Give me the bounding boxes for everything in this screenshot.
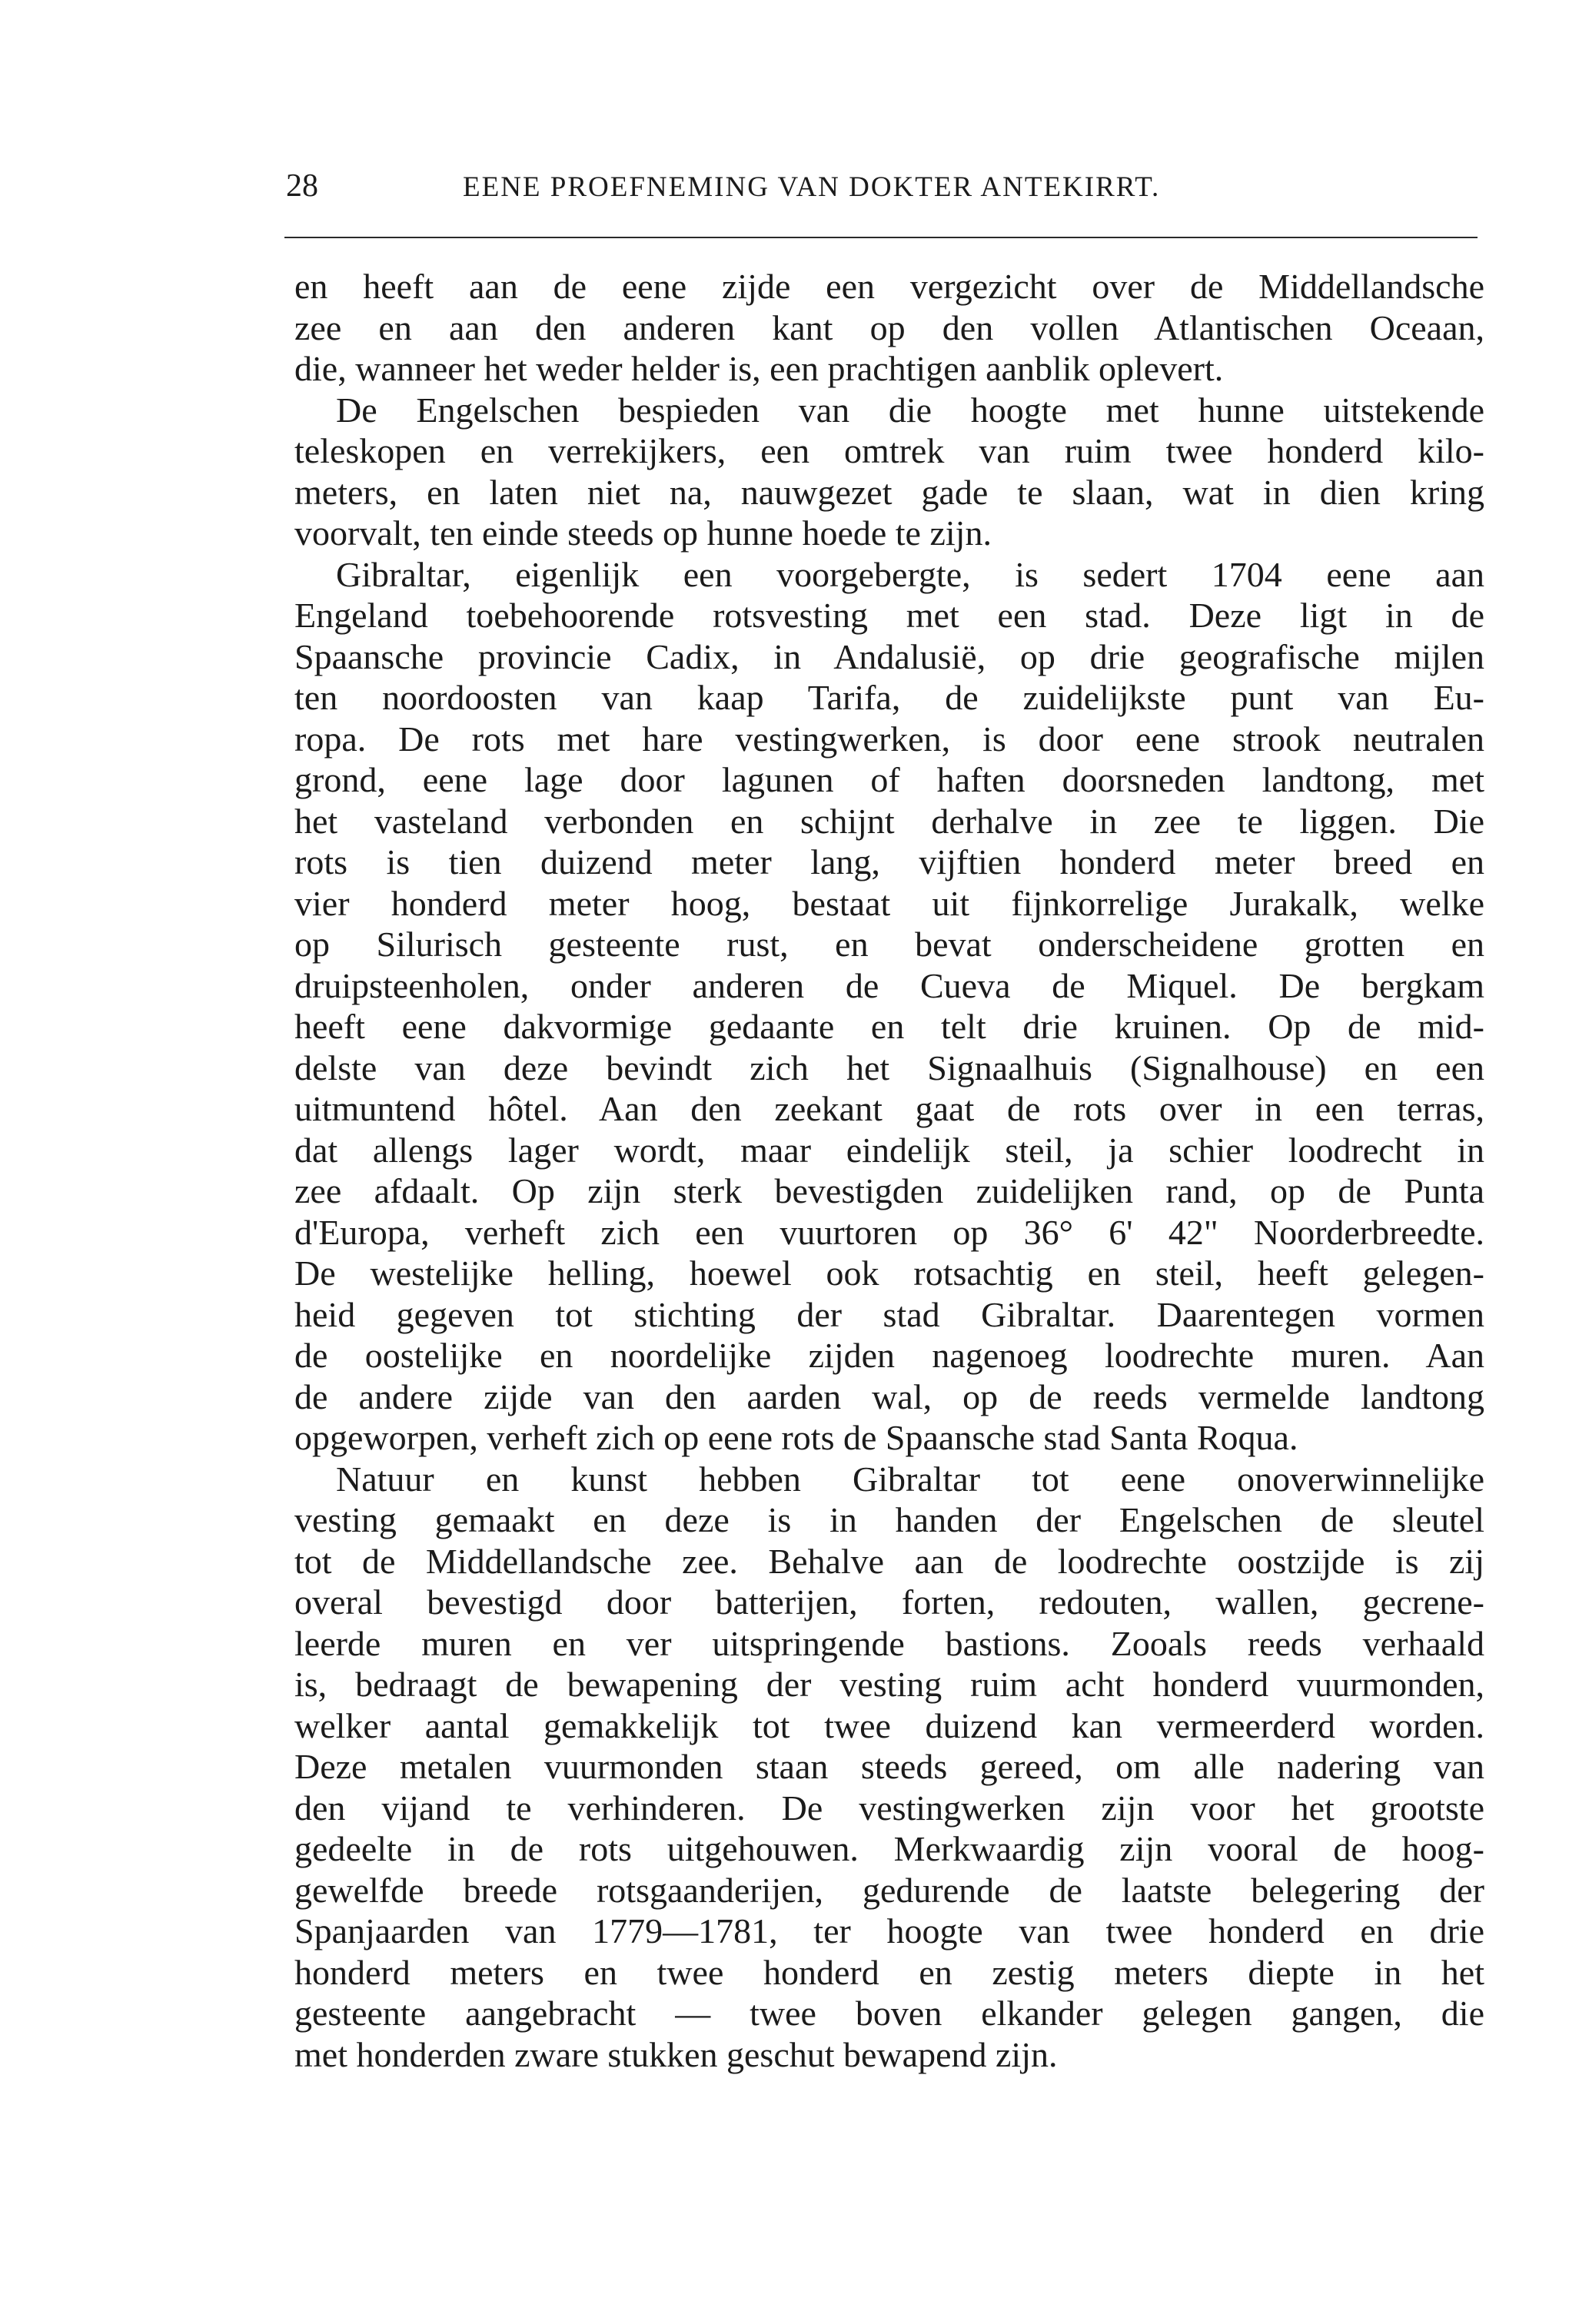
- header-rule: [284, 237, 1478, 238]
- text-line: uitmuntend hôtel. Aan den zeekant gaat de rots over in een terras,: [294, 1089, 1484, 1128]
- text-line: leerde muren en ver uitspringende bastions. Zooals reeds verhaald: [294, 1623, 1484, 1663]
- running-head: [286, 168, 1476, 209]
- text-line: Natuur en kunst hebben Gibraltar tot eene onoverwinnelijke: [336, 1459, 1484, 1499]
- text-line: voorvalt, ten einde steeds op hunne hoede te zijn.: [294, 513, 992, 553]
- text-line: overal bevestigd door batterijen, forten, redouten, wallen, gecrene-: [294, 1582, 1484, 1622]
- running-title: EENE PROEFNEMING VAN DOKTER ANTEKIRRT.: [463, 171, 1161, 203]
- text-line: de andere zijde van den aarden wal, op de reeds vermelde landtong: [294, 1376, 1484, 1416]
- text-line: gesteente aangebracht — twee boven elkander gelegen gangen, die: [294, 1994, 1484, 2033]
- text-line: De westelijke helling, hoewel ook rotsachtig en steil, heeft gelegen-: [294, 1253, 1484, 1293]
- text-line: De Engelschen bespieden van die hoogte met hunne uitstekende: [336, 390, 1484, 430]
- text-line: dat allengs lager wordt, maar eindelijk steil, ja schier loodrecht in: [294, 1130, 1484, 1170]
- text-line: heeft eene dakvormige gedaante en telt drie kruinen. Op de mid-: [294, 1007, 1484, 1046]
- text-line: met honderden zware stukken geschut bewapend zijn.: [294, 2034, 1058, 2074]
- text-line: zee afdaalt. Op zijn sterk bevestigden zuidelijken rand, op de Punta: [294, 1171, 1484, 1210]
- text-line: d'Europa, verheft zich een vuurtoren op 36° 6' 42" Noorderbreedte.: [294, 1212, 1484, 1252]
- text-line: ropa. De rots met hare vestingwerken, is door eene strook neutralen: [294, 719, 1484, 759]
- text-line: den vijand te verhinderen. De vestingwerken zijn voor het grootste: [294, 1788, 1484, 1828]
- body-text: [294, 266, 1484, 2075]
- text-line: en heeft aan de eene zijde een vergezicht over de Middellandsche: [294, 267, 1484, 306]
- text-line: honderd meters en twee honderd en zestig meters diepte in het: [294, 1952, 1484, 1992]
- text-line: gewelfde breede rotsgaanderijen, gedurende de laatste belegering der: [294, 1870, 1484, 1910]
- text-line: gedeelte in de rots uitgehouwen. Merkwaardig zijn vooral de hoog-: [294, 1829, 1484, 1868]
- text-line: op Silurisch gesteente rust, en bevat onderscheidene grotten en: [294, 925, 1484, 964]
- text-line: teleskopen en verrekijkers, een omtrek van ruim twee honderd kilo-: [294, 431, 1484, 470]
- text-line: heid gegeven tot stichting der stad Gibraltar. Daarentegen vormen: [294, 1294, 1484, 1334]
- text-line: het vasteland verbonden en schijnt derhalve in zee te liggen. Die: [294, 801, 1484, 841]
- text-line: is, bedraagt de bewapening der vesting ruim acht honderd vuurmonden,: [294, 1665, 1484, 1704]
- text-line: Deze metalen vuurmonden staan steeds gereed, om alle nadering van: [294, 1747, 1484, 1786]
- text-line: de oostelijke en noordelijke zijden nagenoeg loodrechte muren. Aan: [294, 1336, 1484, 1375]
- text-line: grond, eene lage door lagunen of haften doorsneden landtong, met: [294, 760, 1484, 799]
- text-line: rots is tien duizend meter lang, vijftien honderd meter breed en: [294, 842, 1484, 881]
- text-line: druipsteenholen, onder anderen de Cueva de Miquel. De bergkam: [294, 965, 1484, 1005]
- text-line: meters, en laten niet na, nauwgezet gade te slaan, wat in dien kring: [294, 472, 1484, 512]
- text-line: Engeland toebehoorende rotsvesting met een stad. Deze ligt in de: [294, 596, 1484, 635]
- text-line: die, wanneer het weder helder is, een prachtigen aanblik oplevert.: [294, 349, 1224, 388]
- text-line: vesting gemaakt en deze is in handen der Engelschen de sleutel: [294, 1500, 1484, 1539]
- text-line: opgeworpen, verheft zich op eene rots de Spaansche stad Santa Roqua.: [294, 1418, 1298, 1457]
- text-line: welker aantal gemakkelijk tot twee duizend kan vermeerderd worden.: [294, 1705, 1484, 1745]
- text-line: delste van deze bevindt zich het Signaalhuis (Signalhouse) en een: [294, 1047, 1484, 1087]
- page-number: 28: [286, 168, 318, 204]
- text-line: Spaansche provincie Cadix, in Andalusië, op drie geografische mijlen: [294, 636, 1484, 676]
- text-line: vier honderd meter hoog, bestaat uit fijnkorrelige Jurakalk, welke: [294, 883, 1484, 923]
- text-line: tot de Middellandsche zee. Behalve aan de loodrechte oostzijde is zij: [294, 1541, 1484, 1581]
- text-line: Spanjaarden van 1779—1781, ter hoogte van twee honderd en drie: [294, 1911, 1484, 1950]
- text-line: ten noordoosten van kaap Tarifa, de zuidelijkste punt van Eu-: [294, 678, 1484, 717]
- text-line: zee en aan den anderen kant op den vollen Atlantischen Oceaan,: [294, 307, 1484, 347]
- text-line: Gibraltar, eigenlijk een voorgebergte, is sedert 1704 eene aan: [336, 554, 1484, 594]
